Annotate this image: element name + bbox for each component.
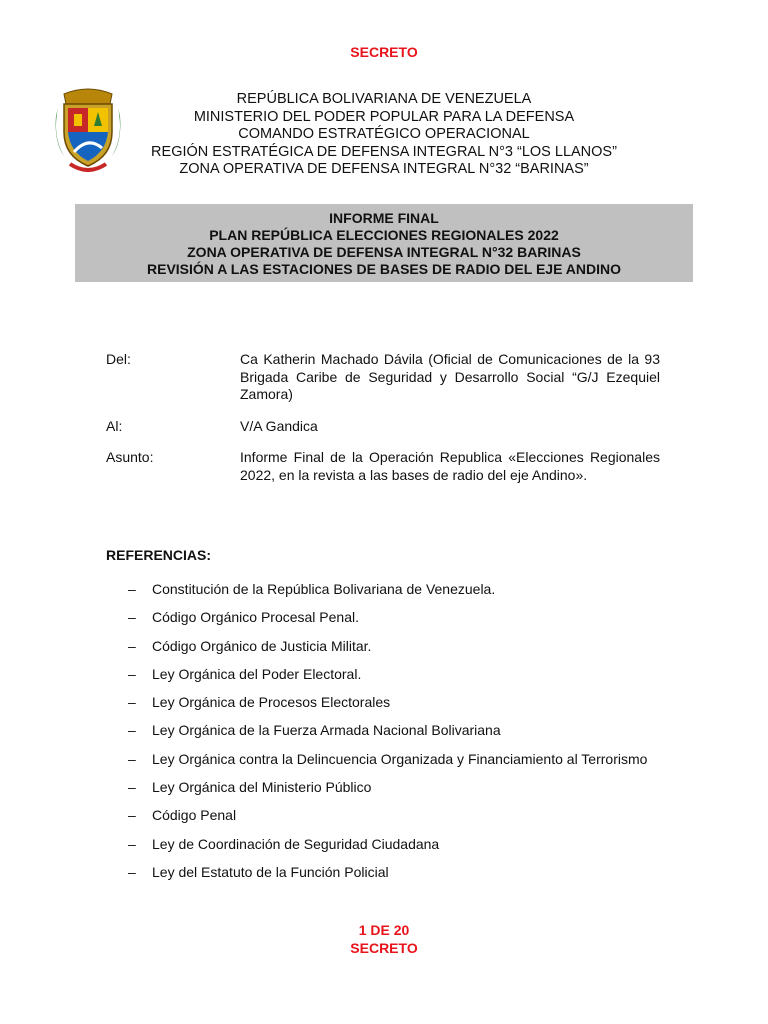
memo-subject-value: Informe Final de la Operación Republica «Elecciones Regionales 2022, en la revista a las bases de radio del eje Andino». <box>240 449 660 483</box>
memo-from-value: Ca Katherin Machado Dávila (Oficial de Comunicaciones de la 93 Brigada Caribe de Seguridad y Desarrollo Social “G/J Ezequiel Zamora) <box>240 351 660 402</box>
memo-to-value: V/A Gandica <box>240 418 318 434</box>
dash-bullet: – <box>128 807 136 824</box>
memo-to-label: Al: <box>106 418 123 434</box>
list-item <box>128 773 668 801</box>
list-item <box>128 632 668 660</box>
dash-bullet: – <box>128 722 136 739</box>
page-number: 1 DE 20 <box>358 922 410 938</box>
header-line: COMANDO ESTRATÉGICO OPERACIONAL <box>238 126 530 142</box>
list-item <box>128 858 668 886</box>
dash-bullet: – <box>128 694 136 711</box>
reference-text: Código Orgánico Procesal Penal. <box>152 609 360 626</box>
list-item <box>128 575 668 603</box>
classification-bottom: SECRETO <box>350 940 418 956</box>
reference-text: Código Orgánico de Justicia Militar. <box>152 637 372 654</box>
header-line: REGIÓN ESTRATÉGICA DE DEFENSA INTEGRAL N°3 “LOS LLANOS” <box>151 143 617 160</box>
header-line: MINISTERIO DEL PODER POPULAR PARA LA DEFENSA <box>193 108 575 125</box>
banner-line: PLAN REPÚBLICA ELECCIONES REGIONALES 2022 <box>209 227 559 243</box>
report-title-banner <box>75 204 693 282</box>
institution-header <box>100 91 668 179</box>
page-footer <box>0 921 768 957</box>
header-line: REPÚBLICA BOLIVARIANA DE VENEZUELA <box>236 91 532 107</box>
list-item <box>128 660 668 688</box>
list-item <box>128 603 668 631</box>
dash-bullet: – <box>128 835 136 852</box>
dash-bullet: – <box>128 750 136 767</box>
dash-bullet: – <box>128 779 136 796</box>
reference-text: Ley Orgánica de Procesos Electorales <box>152 694 391 711</box>
list-item <box>128 716 668 744</box>
reference-text: Código Penal <box>152 807 237 824</box>
list-item <box>128 830 668 858</box>
reference-text: Ley del Estatuto de la Función Policial <box>152 863 389 880</box>
references-list <box>128 575 668 886</box>
list-item <box>128 688 668 716</box>
memo-from-label: Del: <box>106 351 131 367</box>
list-item <box>128 745 668 773</box>
reference-text: Ley Orgánica de la Fuerza Armada Nacional Bolivariana <box>152 722 501 739</box>
banner-line: ZONA OPERATIVA DE DEFENSA INTEGRAL N°32 BARINAS <box>187 244 581 260</box>
references-title: REFERENCIAS: <box>106 547 212 563</box>
banner-line: REVISIÓN A LAS ESTACIONES DE BASES DE RADIO DEL EJE ANDINO <box>147 261 621 277</box>
reference-text: Ley Orgánica contra la Delincuencia Organizada y Financiamiento al Terrorismo <box>152 750 648 767</box>
dash-bullet: – <box>128 665 136 682</box>
classification-top: SECRETO <box>350 44 418 60</box>
header-line: ZONA OPERATIVA DE DEFENSA INTEGRAL N°32 “BARINAS” <box>179 161 589 177</box>
reference-text: Ley Orgánica del Poder Electoral. <box>152 665 362 682</box>
dash-bullet: – <box>128 863 136 880</box>
dash-bullet: – <box>128 637 136 654</box>
banner-line: INFORME FINAL <box>329 210 439 226</box>
reference-text: Constitución de la República Bolivariana de Venezuela. <box>152 581 496 597</box>
list-item <box>128 801 668 829</box>
dash-bullet: – <box>128 609 136 626</box>
reference-text: Ley de Coordinación de Seguridad Ciudadana <box>152 835 440 852</box>
dash-bullet: – <box>128 581 136 597</box>
memo-subject-label: Asunto: <box>106 449 154 465</box>
reference-text: Ley Orgánica del Ministerio Público <box>152 779 372 796</box>
